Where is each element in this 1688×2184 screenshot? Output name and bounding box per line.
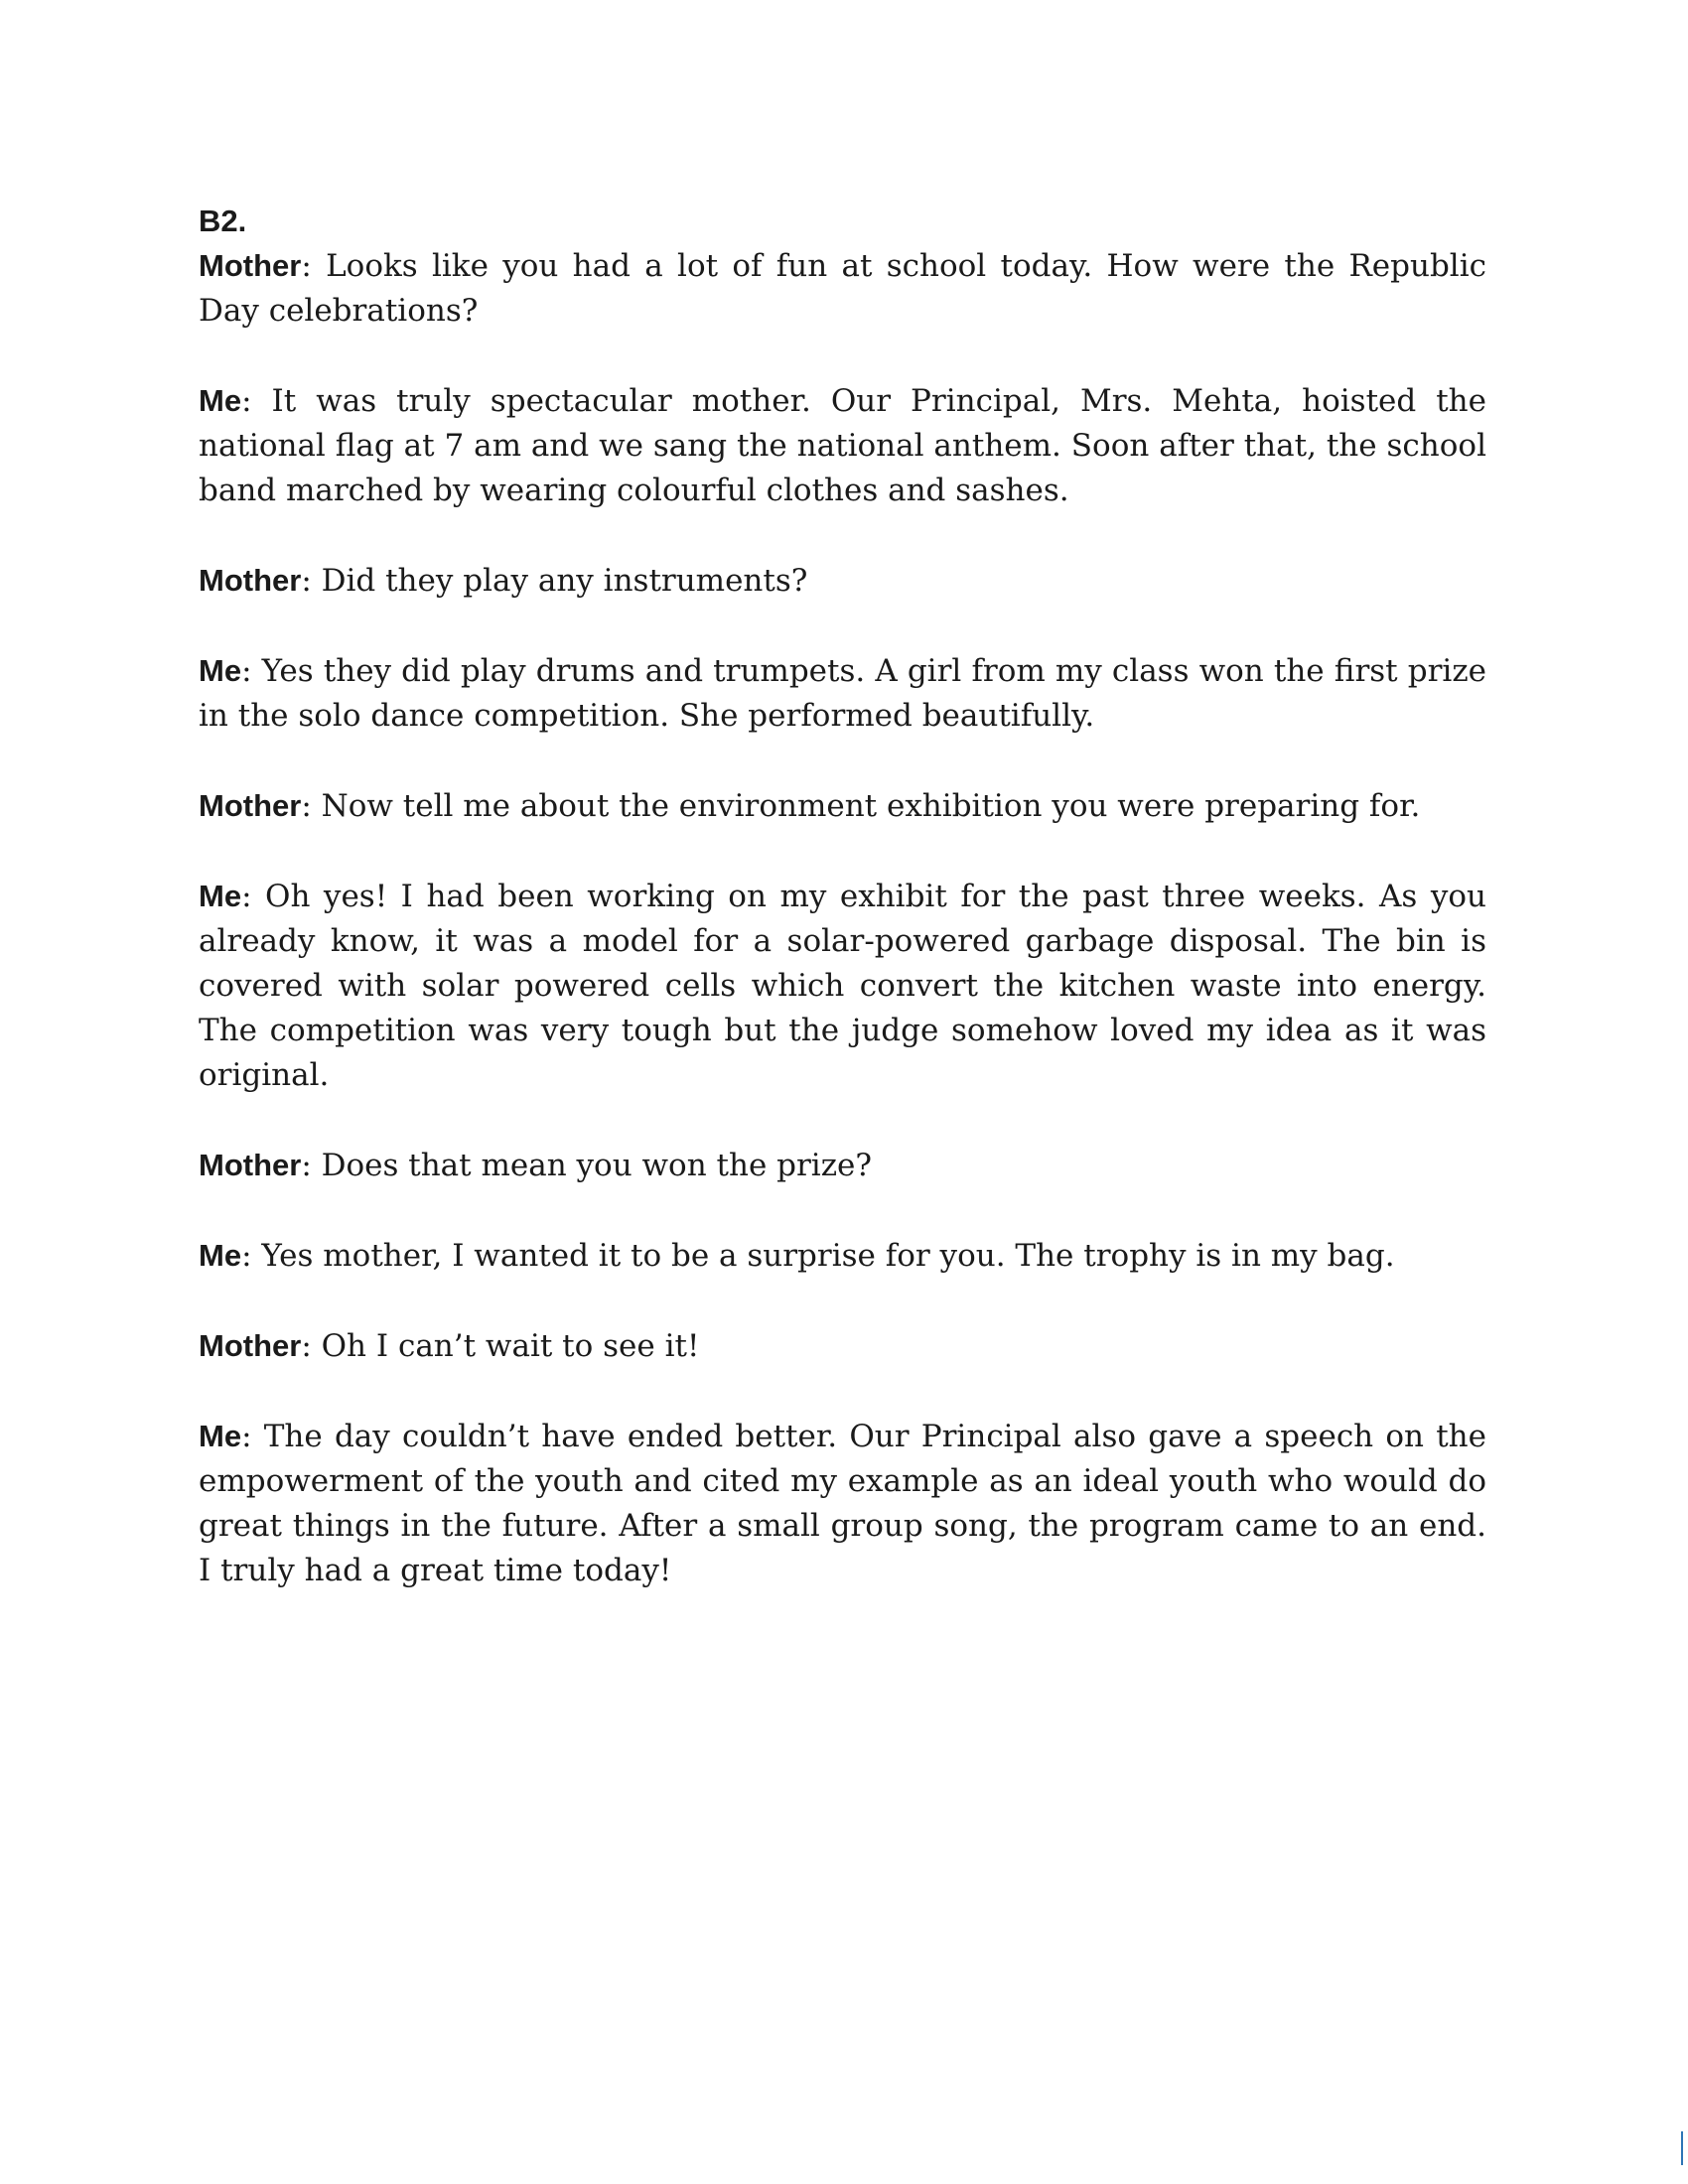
dialogue-text: : Now tell me about the environment exhibition you were preparing for.: [301, 788, 1421, 824]
dialogue-text: : Yes mother, I wanted it to be a surprise for you. The trophy is in my bag.: [241, 1238, 1395, 1274]
dialogue-turn: [199, 1323, 1486, 1369]
dialogue-text: : Oh I can’t wait to see it!: [301, 1328, 700, 1364]
speaker-name: Me: [199, 879, 242, 913]
speaker-name: Mother: [199, 248, 302, 283]
dialogue-turn: [199, 783, 1486, 829]
dialogue-text: : Yes they did play drums and trumpets. A girl from my class won the first prize in the solo dance competition. She performed beautifully.: [199, 653, 1486, 734]
dialogue-text: : Does that mean you won the prize?: [301, 1148, 873, 1183]
section-heading: B2.: [199, 204, 247, 238]
dialogue-turn: [199, 648, 1486, 739]
dialogue-turn: [199, 1414, 1486, 1593]
dialogue-text: : Oh yes! I had been working on my exhibit for the past three weeks. As you already know, it was a model for a solar-powered garbage disposal. The bin is covered with solar powered cells which convert the kitchen waste into energy. The competition was very tough but the judge somehow loved my idea as it was original.: [199, 879, 1486, 1093]
dialogue-turn: [199, 874, 1486, 1098]
dialogue-text: : Did they play any instruments?: [301, 563, 808, 599]
document-page: [199, 199, 1486, 1638]
speaker-name: Me: [199, 1238, 242, 1273]
page-edge-marker: [1681, 2131, 1683, 2165]
speaker-name: Me: [199, 653, 242, 688]
speaker-name: Mother: [199, 1328, 302, 1363]
dialogue-text: : It was truly spectacular mother. Our Principal, Mrs. Mehta, hoisted the national flag at 7 am and we sang the national anthem. Soon after that, the school band marched by wearing colourful clothes and sashes.: [199, 383, 1486, 508]
dialogue-text: : Looks like you had a lot of fun at school today. How were the Republic Day celebrations?: [199, 248, 1486, 329]
speaker-name: Me: [199, 1419, 242, 1453]
speaker-name: Mother: [199, 1148, 302, 1182]
dialogue-turn: [199, 1233, 1486, 1279]
speaker-name: Mother: [199, 563, 302, 598]
dialogue-text: : The day couldn’t have ended better. Our Principal also gave a speech on the empowerment of the youth and cited my example as an ideal youth who would do great things in the future. After a small group song, the program came to an end. I truly had a great time today!: [199, 1419, 1486, 1588]
speaker-name: Me: [199, 383, 242, 418]
dialogue-turn: [199, 558, 1486, 604]
dialogue-turn: [199, 1143, 1486, 1188]
dialogue-turn: [199, 378, 1486, 513]
dialogue-turn: [199, 243, 1486, 334]
speaker-name: Mother: [199, 788, 302, 823]
